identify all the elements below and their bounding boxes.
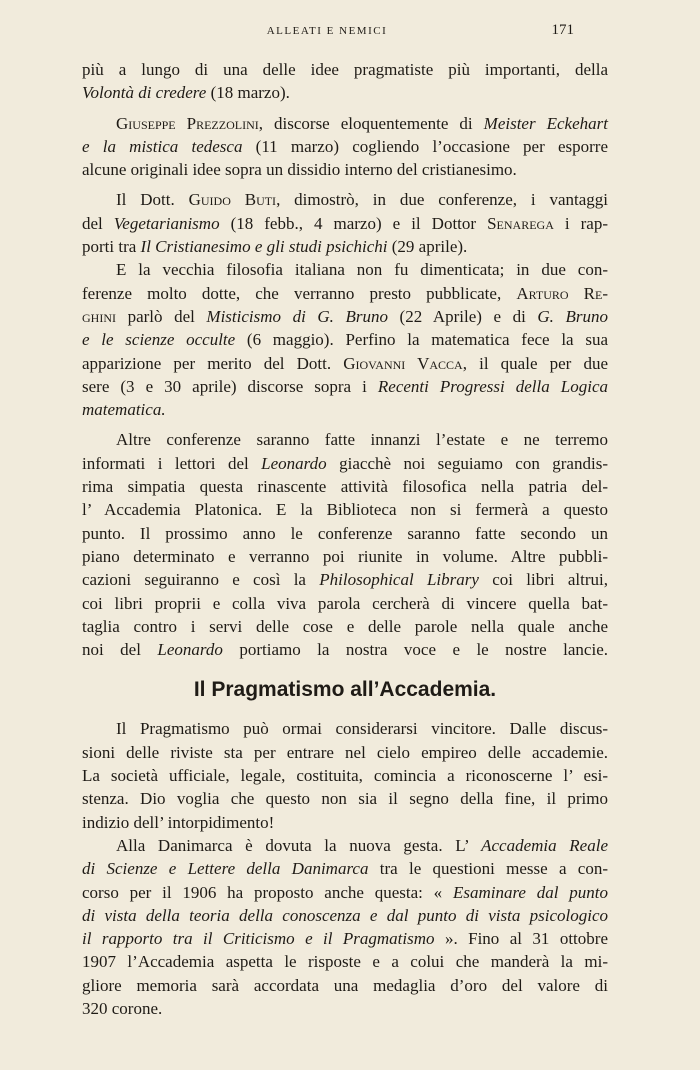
text-line: matematica. bbox=[82, 400, 166, 420]
text-line: informati i lettori del Leonardo giacchè noi seguiamo con grandis- bbox=[82, 453, 608, 473]
body-text bbox=[82, 58, 608, 1020]
text-line: l’ Accademia Platonica. E la Biblioteca non si fermerà a questo bbox=[82, 500, 608, 520]
text-line: Il Dott. Guido Buti, dimostrò, in due conferenze, i vantaggi bbox=[116, 190, 609, 210]
text-line: ghini parlò del Misticismo di G. Bruno (22 Aprile) e di G. Bruno bbox=[82, 306, 608, 326]
text-line: sere (3 e 30 aprile) discorse sopra i Recenti Progressi della Logica bbox=[82, 376, 608, 396]
text-line: taglia contro i servi delle cose e delle parole nella quale anche bbox=[82, 616, 608, 636]
text-line: Altre conferenze saranno fatte innanzi l’estate e ne terremo bbox=[116, 430, 608, 450]
section-heading: Il Pragmatismo all’Accademia. bbox=[193, 678, 497, 702]
text-line: E la vecchia filosofia italiana non fu dimenticata; in due con- bbox=[116, 260, 608, 280]
text-line: punto. Il prossimo anno le conferenze saranno fatte secondo un bbox=[82, 523, 608, 543]
text-line: Volontà di credere (18 marzo). bbox=[82, 83, 290, 103]
text-line: di vista della teoria della conoscenza e dal punto di vista psicologico bbox=[82, 905, 608, 925]
running-head bbox=[82, 22, 572, 42]
text-line: Alla Danimarca è dovuta la nuova gesta. L’ Accademia Reale bbox=[116, 835, 608, 855]
text-line: cazioni seguiranno e così la Philosophical Library coi libri altrui, bbox=[82, 570, 608, 590]
page-number: 171 bbox=[551, 22, 574, 38]
text-line: sioni delle riviste sta per entrare nel cielo empireo delle accademie. bbox=[82, 742, 608, 762]
text-line: stenza. Dio voglia che questo non sia il segno della fine, il primo bbox=[82, 789, 608, 809]
text-line: indizio dell’ intorpidimento! bbox=[82, 812, 275, 832]
text-line: gliore memoria sarà accordata una medaglia d’oro del valore di bbox=[82, 975, 608, 995]
text-line: noi del Leonardo portiamo la nostra voce e le nostre lancie. bbox=[82, 640, 608, 660]
text-line: La società ufficiale, legale, costituita, comincia a riconoscerne l’ esi- bbox=[82, 766, 608, 786]
text-line: il rapporto tra il Criticismo e il Pragmatismo ». Fino al 31 ottobre bbox=[82, 929, 608, 949]
text-line: Giuseppe Prezzolini, discorse eloquentemente di Meister Eckehart bbox=[116, 113, 608, 133]
text-line: più a lungo di una delle idee pragmatiste più importanti, della bbox=[82, 60, 608, 79]
text-line: di Scienze e Lettere della Danimarca tra le questioni messe a con- bbox=[82, 859, 608, 879]
text-line: ferenze molto dotte, che verranno presto pubblicate, Arturo Re- bbox=[82, 283, 608, 303]
text-line: alcune originali idee sopra un dissidio interno del cristianesimo. bbox=[82, 160, 517, 180]
text-line: Il Pragmatismo può ormai considerarsi vincitore. Dalle discus- bbox=[116, 719, 608, 739]
text-line: apparizione per merito del Dott. Giovanni Vacca, il quale per due bbox=[82, 353, 608, 373]
running-title: ALLEATI E NEMICI bbox=[266, 25, 388, 37]
text-line: 320 corone. bbox=[82, 998, 163, 1018]
text-line: porti tra Il Cristianesimo e gli studi psichichi (29 aprile). bbox=[82, 237, 468, 257]
text-line: e le scienze occulte (6 maggio). Perfino la matematica fece la sua bbox=[82, 330, 608, 350]
text-line: corso per il 1906 ha proposto anche questa: « Esaminare dal punto bbox=[82, 882, 608, 902]
text-line: rima simpatia questa rinascente attività filosofica nella patria del- bbox=[82, 477, 608, 497]
text-line: coi libri proprii e colla viva parola cercherà di vincere quella bat- bbox=[82, 593, 608, 613]
text-line: piano determinato e verranno poi riunite in volume. Altre pubbli- bbox=[82, 546, 608, 566]
text-line: 1907 l’Accademia aspetta le risposte e a colui che manderà la mi- bbox=[82, 952, 608, 972]
text-line: e la mistica tedesca (11 marzo) cogliendo l’occasione per esporre bbox=[82, 136, 608, 156]
text-line: del Vegetarianismo (18 febb., 4 marzo) e il Dottor Senarega i rap- bbox=[82, 213, 608, 233]
